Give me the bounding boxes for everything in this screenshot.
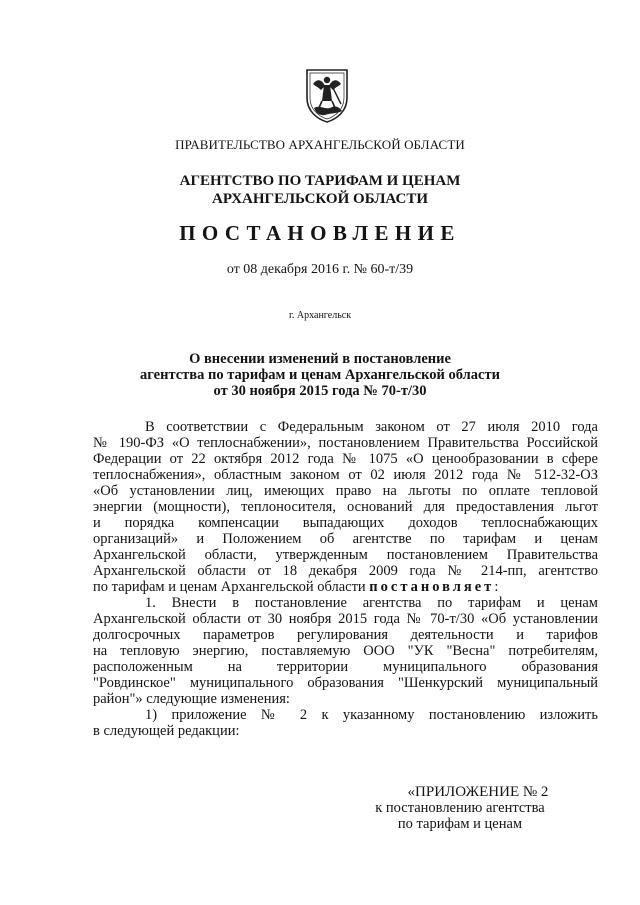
body-line: В соответствии с Федеральным законом от 27 июля 2010 года [145, 419, 598, 435]
body-line: 1) приложение № 2 к указанному постановлению изложить [145, 707, 598, 723]
document-type: ПОСТАНОВЛЕНИЕ [179, 221, 461, 245]
body-line: Архангельской области, утвержденным постановлением Правительства [93, 547, 598, 563]
document-subject [0, 351, 640, 399]
agency-name-line2: АРХАНГЕЛЬСКОЙ ОБЛАСТИ [212, 191, 428, 207]
body-line: "Ровдинское" муниципального образования "Шенкурский муниципальный [93, 675, 598, 691]
body-line: теплоснабжения», областным законом от 02 июля 2012 года № 512-32-ОЗ [93, 467, 598, 483]
body-line: расположенным на территории муниципального образования [93, 659, 598, 675]
body-line: долгосрочных параметров регулирования деятельности и тарифов [93, 627, 598, 643]
agency-name [0, 172, 640, 208]
body-line: на тепловую энергию, поставляемую ООО "УК "Весна" потребителям, [93, 643, 598, 659]
subject-line3: от 30 ноября 2015 года № 70-т/30 [213, 383, 427, 399]
appendix-line3: по тарифам и ценам [397, 816, 523, 832]
body-line: район"» следующие изменения: [93, 691, 290, 707]
body-line: Федерации от 22 октября 2012 года № 1075 «О ценообразовании в сфере [93, 451, 598, 467]
body-line-decree [93, 579, 598, 595]
document-body [93, 419, 598, 739]
subject-line1: О внесении изменений в постановление [189, 351, 451, 367]
decree-word: постановляет [369, 579, 495, 595]
document-city: г. Архангельск [288, 310, 352, 321]
body-line: Архангельской области от 30 ноября 2015 года № 70-т/30 «Об установлении [93, 611, 598, 627]
body-line: Архангельской области от 18 декабря 2009 года № 214-пп, агентство [93, 563, 598, 579]
appendix-line1: «ПРИЛОЖЕНИЕ № 2 [407, 784, 549, 800]
document-date-number: от 08 декабря 2016 г. № 60-т/39 [226, 262, 414, 277]
agency-name-line1: АГЕНТСТВО ПО ТАРИФАМ И ЦЕНАМ [179, 173, 461, 189]
body-line: организаций» и Положением об агентстве по тарифам и ценам [93, 531, 598, 547]
body-line: № 190-ФЗ «О теплоснабжении», постановлением Правительства Российской [93, 435, 598, 451]
body-line: в следующей редакции: [93, 723, 240, 739]
body-line: «Об установлении лиц, имеющих право на льготы по оплате тепловой [93, 483, 598, 499]
government-name: ПРАВИТЕЛЬСТВО АРХАНГЕЛЬСКОЙ ОБЛАСТИ [175, 137, 465, 152]
body-text: по тарифам и ценам Архангельской области [93, 579, 366, 595]
coat-of-arms-emblem-icon [301, 64, 353, 124]
body-line: и порядка компенсации выпадающих доходов теплоснабжающих [93, 515, 598, 531]
subject-line2: агентства по тарифам и ценам Архангельской области [140, 367, 500, 383]
body-text: : [494, 579, 499, 595]
body-line: 1. Внести в постановление агентства по тарифам и ценам [145, 595, 598, 611]
appendix-heading [355, 784, 565, 832]
appendix-line2: к постановлению агентства [375, 800, 545, 816]
body-line: энергии (мощности), теплоносителя, оснований для предоставления льгот [93, 499, 598, 515]
